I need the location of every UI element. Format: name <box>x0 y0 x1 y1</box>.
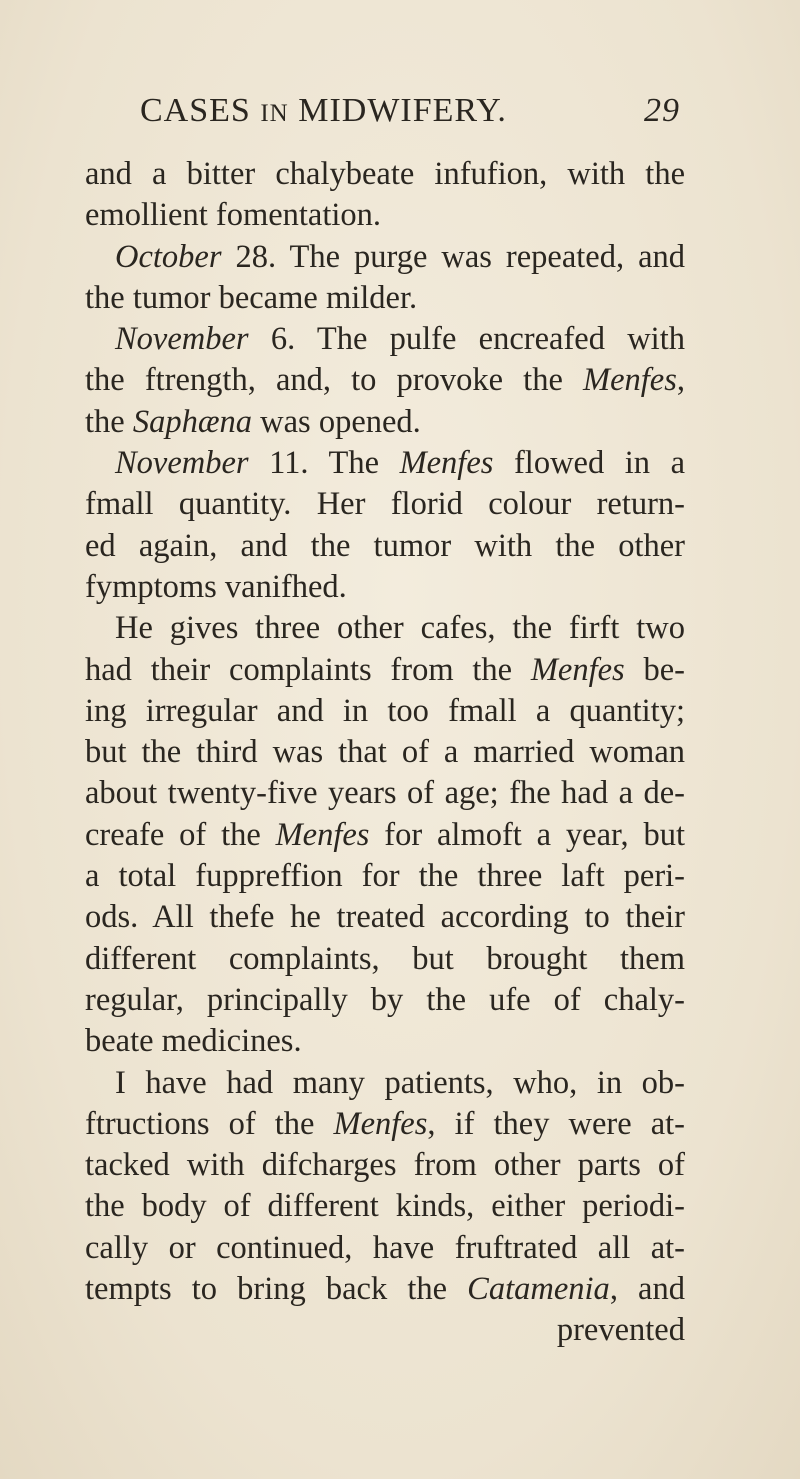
text-span: for almoft a year, but <box>369 816 685 853</box>
term-menses: Menfes <box>530 651 625 688</box>
text-line: about twenty-five years of age; fhe had a de- <box>85 775 685 812</box>
text-span: the <box>85 403 133 440</box>
text-line <box>85 402 685 443</box>
text-line: ing irregular and in too fmall a quantity; <box>85 692 685 729</box>
text-span: creafe of the <box>85 816 276 853</box>
running-title <box>140 92 507 130</box>
running-title-in: IN <box>260 100 289 127</box>
text-line: regular, principally by the ufe of chaly- <box>85 981 685 1018</box>
text-line <box>85 650 685 691</box>
text-line: and a bitter chalybeate infufion, with the <box>85 156 685 192</box>
text-span: be- <box>624 651 685 688</box>
date-november: November <box>115 445 249 482</box>
term-menses: Menfes <box>399 445 494 482</box>
date-october: October <box>115 238 222 275</box>
text-line: I have had many patients, who, in ob- <box>115 1064 685 1101</box>
text-line: He gives three other cafes, the firft two <box>115 610 685 647</box>
text-line: fmall quantity. Her florid colour return- <box>85 486 685 523</box>
text-line: fymptoms vanifhed. <box>85 568 347 605</box>
text-line: ed again, and the tumor with the other <box>85 527 685 564</box>
text-span: flowed in a <box>493 445 685 482</box>
text-line: tacked with difcharges from other parts of <box>85 1147 685 1184</box>
text-line <box>85 1269 685 1310</box>
text-span: , <box>676 362 685 399</box>
term-menses: Menfes <box>333 1105 428 1142</box>
text-line <box>85 1104 685 1145</box>
body-text <box>85 154 685 1352</box>
text-line: emollient fomentation. <box>85 197 382 234</box>
running-title-cases: CASES <box>140 92 261 129</box>
text-span: ftructions of the <box>85 1105 334 1142</box>
text-line <box>85 443 685 484</box>
term-catamenia: Catamenia <box>467 1271 610 1308</box>
term-menses: Menfes <box>275 816 370 853</box>
page-header <box>140 92 680 142</box>
text-line <box>85 815 685 856</box>
text-line <box>85 237 685 278</box>
text-line <box>85 319 685 360</box>
term-menses: Menfes <box>583 362 677 399</box>
text-line: the body of different kinds, either periodi- <box>85 1188 685 1225</box>
text-span: the ftrength, and, to provoke the <box>85 362 584 399</box>
text-line: but the third was that of a married woman <box>85 734 685 771</box>
text-line: beate medicines. <box>85 1023 302 1060</box>
text-line: ods. All thefe he treated according to their <box>85 899 685 936</box>
text-line: different complaints, but brought them <box>85 940 685 977</box>
text-line <box>85 360 685 401</box>
catchword: prevented <box>556 1312 685 1349</box>
text-span: 6. The pulfe encreafed with <box>248 321 685 358</box>
text-line: the tumor became milder. <box>85 279 418 316</box>
text-span: 28. The purge was repeated, and <box>221 238 685 275</box>
text-span: 11. The <box>248 445 400 482</box>
text-line: cally or continued, have fruftrated all at- <box>85 1229 685 1266</box>
text-span: tempts to bring back the <box>85 1271 468 1308</box>
running-title-midwifery: MIDWIFERY. <box>288 92 507 129</box>
page-number: 29 <box>644 92 680 129</box>
text-line: a total fuppreffion for the three laft peri- <box>85 858 685 895</box>
text-span: was opened. <box>252 403 421 440</box>
text-span: had their complaints from the <box>85 651 531 688</box>
text-span: , if they were at- <box>427 1105 685 1142</box>
term-saphena: Saphæna <box>132 403 253 440</box>
text-span: , and <box>609 1271 685 1308</box>
date-november: November <box>115 321 249 358</box>
